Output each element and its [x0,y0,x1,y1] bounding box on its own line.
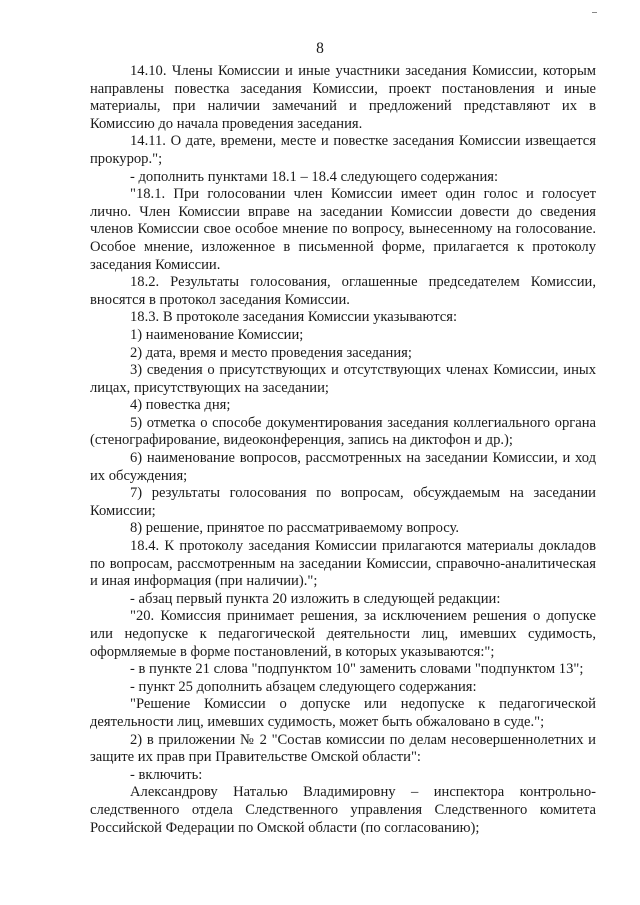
list-item-3: 3) сведения о присутствующих и отсутствующих членах Комиссии, иных лицах, присутствующих на заседании; [90,362,596,396]
list-item-2: 2) дата, время и место проведения заседания; [130,344,412,361]
amendment-point-21: - в пункте 21 слова "подпунктом 10" заменить словами "подпунктом 13"; [130,661,584,678]
amendment-point-20: - абзац первый пункта 20 изложить в следующей редакции: [130,590,501,607]
document-body [90,63,596,837]
list-item-4: 4) повестка дня; [130,397,231,414]
amendment-point-25: - пункт 25 дополнить абзацем следующего содержания: [130,678,477,695]
amendment-include: - включить: [130,766,203,783]
member-entry: Александрову Наталью Владимировну – инспектора контрольно-следственного отдела Следственного управления Следственного комитета Российской Федерации по Омской области (по согласованию); [90,784,596,836]
scan-mark [592,12,597,13]
amendment-appendix-2: 2) в приложении № 2 "Состав комиссии по делам несовершеннолетних и защите их прав при Правительстве Омской области": [90,731,596,766]
amendment-add-points: - дополнить пунктами 18.1 – 18.4 следующего содержания: [130,168,499,185]
paragraph-20: "20. Комиссия принимает решения, за исключением решения о допуске или недопуске к педагогической деятельности лиц, имевших судимость, оформляемые в форме постановлений, в которых указываются:"; [90,608,596,660]
paragraph-14-10: 14.10. Члены Комиссии и иные участники заседания Комиссии, которым направлены повестка заседания Комиссии, проект постановления и иные материалы, при наличии замечаний и предложений представляют их в Комиссию до начала проведения заседания. [90,63,596,132]
paragraph-18-2: 18.2. Результаты голосования, оглашенные председателем Комиссии, вносятся в протокол заседания Комиссии. [90,274,596,308]
paragraph-18-4: 18.4. К протоколу заседания Комиссии прилагаются материалы докладов по вопросам, рассмотренным на заседании Комиссии, справочно-аналитическая и иная информация (при наличии)."; [90,538,596,590]
page-number: 8 [316,40,324,57]
list-item-6: 6) наименование вопросов, рассмотренных на заседании Комиссии, и ход их обсуждения; [90,450,596,484]
paragraph-25-addition: "Решение Комиссии о допуске или недопуске к педагогической деятельности лиц, имевших судимость, может быть обжаловано в суде."; [90,696,596,730]
list-item-5: 5) отметка о способе документирования заседания коллегиального органа (стенографирование, видеоконференция, запись на диктофон и др.); [90,414,596,449]
paragraph-14-11: 14.11. О дате, времени, месте и повестке заседания Комиссии извещается прокурор."; [90,133,596,167]
list-item-1: 1) наименование Комиссии; [130,326,304,343]
paragraph-18-3: 18.3. В протоколе заседания Комиссии указываются: [130,309,458,326]
list-item-7: 7) результаты голосования по вопросам, обсуждаемым на заседании Комиссии; [90,485,596,519]
paragraph-18-1: "18.1. При голосовании член Комиссии имеет один голос и голосует лично. Член Комиссии вправе на заседании Комиссии довести до сведения членов Комиссии свое особое мнение по вопросу, вынесенному на голосование. Особое мнение, изложенное в письменной форме, прилагается к протоколу заседания Комиссии. [90,186,596,273]
list-item-8: 8) решение, принятое по рассматриваемому вопросу. [130,520,460,537]
